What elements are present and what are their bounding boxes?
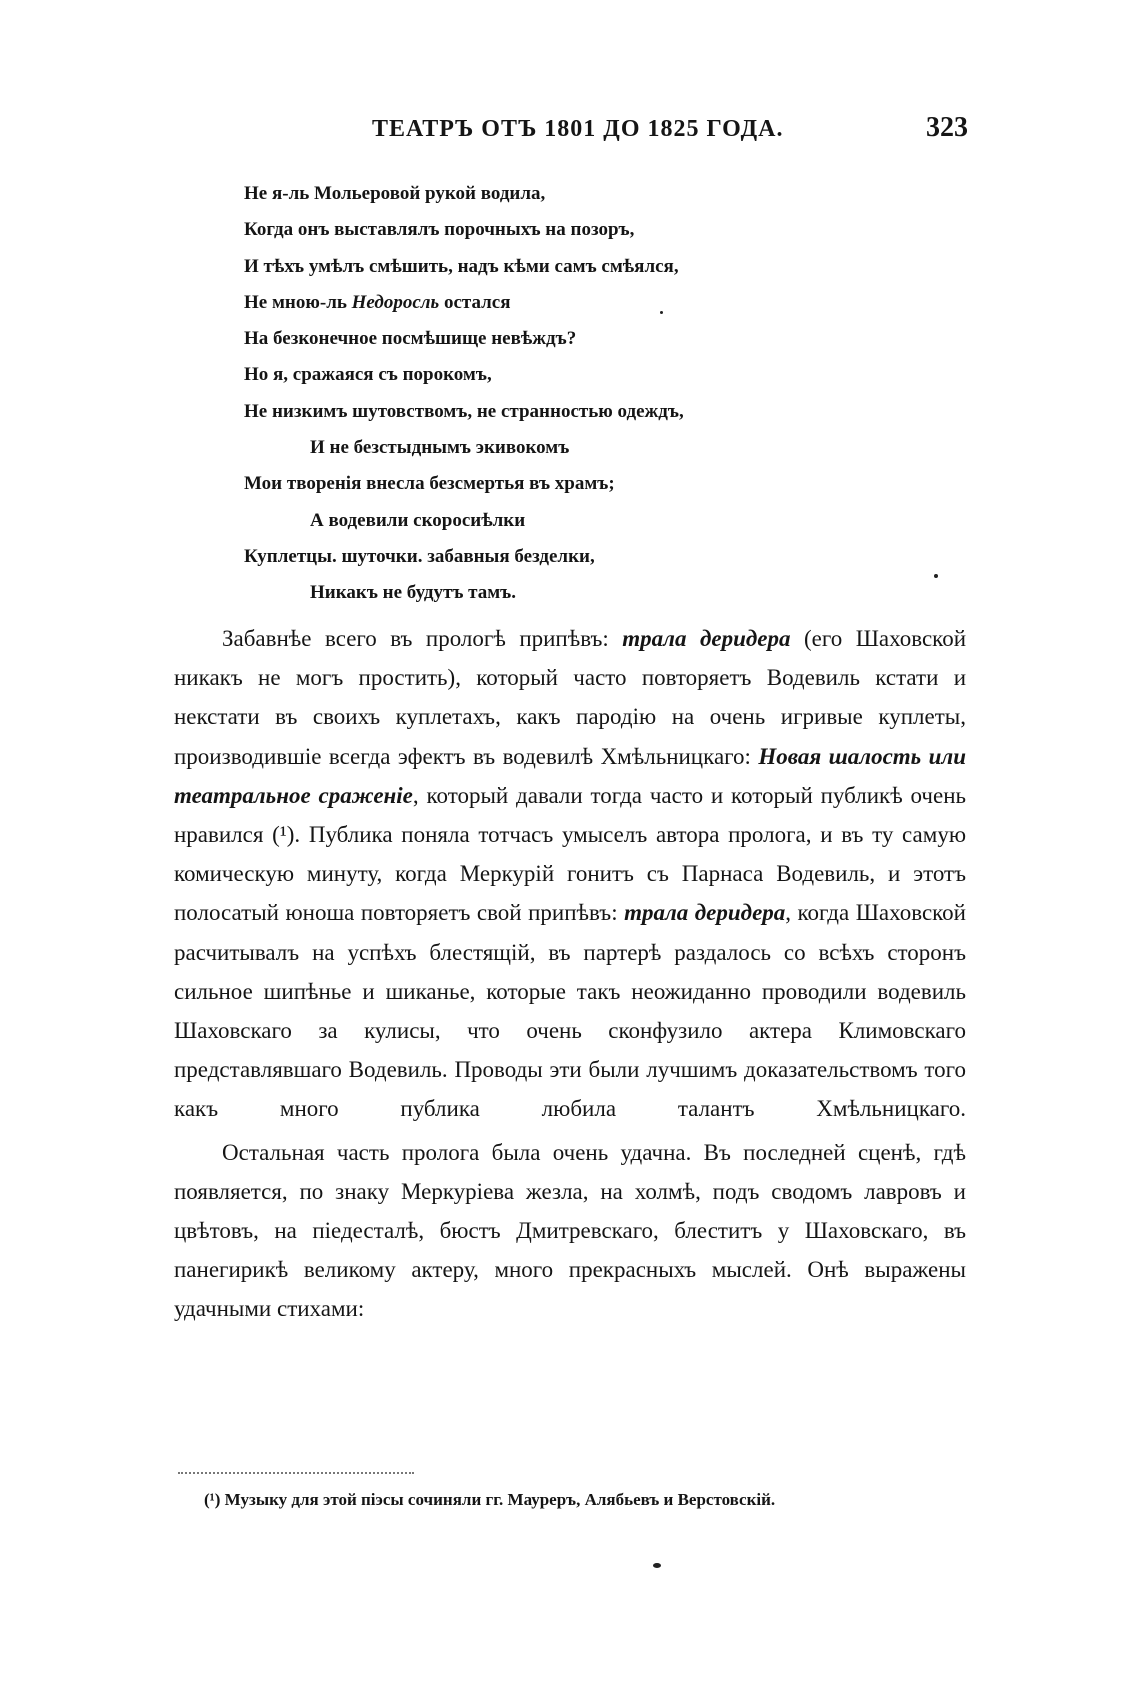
verse-line: И не безстыднымъ экивокомъ: [310, 437, 570, 459]
verse-text: остался: [439, 291, 511, 313]
verse-line: На безконечное посмѣшище невѣждъ?: [244, 328, 577, 350]
page-number: 323: [926, 112, 968, 143]
verse-block: [244, 176, 884, 612]
text-run: (его Шаховской никакъ не могъ простить), который часто повторяетъ Водевиль кстати и некстати въ своихъ куплетахъ, какъ пародію на очень игривые куплеты, производившіе всегда эфектъ въ водевилѣ Хмѣльницкаго:: [174, 626, 966, 769]
print-speck: [660, 311, 663, 314]
body-text: [174, 619, 966, 1329]
print-speck: [653, 1563, 661, 1568]
italic-phrase: трала деридера: [624, 900, 786, 926]
verse-line: И тѣхъ умѣлъ смѣшить, надъ кѣми самъ смѣялся,: [244, 255, 679, 277]
paragraph: [174, 619, 966, 1129]
verse-line: Куплетцы. шуточки. забавныя безделки,: [244, 545, 595, 567]
footnote: (¹) Музыку для этой піэсы сочиняли гг. Мауреръ, Алябьевъ и Верстовскій.: [204, 1490, 776, 1509]
text-run: , который давали тогда часто и который публикѣ очень нравился (¹). Публика поняла тотчасъ умыселъ автора пролога, и въ ту самую комическую минуту, когда Меркурій гонитъ съ Парнаса Водевиль, и этотъ полосатый юноша повторяетъ свой припѣвъ:: [174, 782, 967, 926]
italic-title: Недоросль: [351, 291, 440, 313]
italic-phrase: трала деридера: [622, 626, 791, 651]
verse-line: Мои творенія внесла безсмертья въ храмъ;: [244, 473, 615, 495]
text-run: Забавнѣе всего въ прологѣ припѣвъ:: [222, 626, 623, 651]
italic-title: Новая шалость или театральное сраженіе: [174, 743, 966, 808]
text-run: , когда Шаховской расчитывалъ на успѣхъ блестящій, въ партерѣ раздалось со всѣхъ сторонъ сильное шипѣнье и шиканье, которые такъ неожиданно проводили водевиль Шаховскаго за кулисы, что очень сконфузило актера Климовскаго представлявшаго Водевиль.: [174, 900, 966, 1083]
verse-line: [244, 285, 884, 321]
footnote-separator: [178, 1472, 414, 1474]
verse-text: Не мною-ль: [244, 291, 352, 313]
running-title: ТЕАТРЪ ОТЪ 1801 ДО 1825 ГОДА.: [372, 116, 784, 142]
verse-line: Но я, сражаяся съ порокомъ,: [244, 364, 492, 386]
print-speck: [934, 574, 938, 578]
verse-line: Когда онъ выставлялъ порочныхъ на позоръ,: [244, 219, 635, 241]
verse-line: Никакъ не будутъ тамъ.: [310, 582, 516, 604]
verse-line: Не низкимъ шутовствомъ, не странностью одеждъ,: [244, 400, 684, 422]
paragraph: Остальная часть пролога была очень удачна. Въ последней сценѣ, гдѣ появляется, по знаку Меркуріева жезла, на холмѣ, подъ сводомъ лавровъ и цвѣтовъ, на піедесталѣ, бюстъ Дмитревскаго, блеститъ у Шаховскаго, въ панегирикѣ великому актеру, много прекрасныхъ мыслей. Онѣ выражены удачными стихами:: [174, 1139, 966, 1322]
verse-line: А водевили скоросиѣлки: [310, 509, 526, 531]
verse-line: Не я-ль Мольеровой рукой водила,: [244, 183, 546, 204]
text-run: Проводы эти были лучшимъ доказательствомъ того какъ много публика любила талантъ Хмѣльницкаго.: [174, 1057, 966, 1122]
